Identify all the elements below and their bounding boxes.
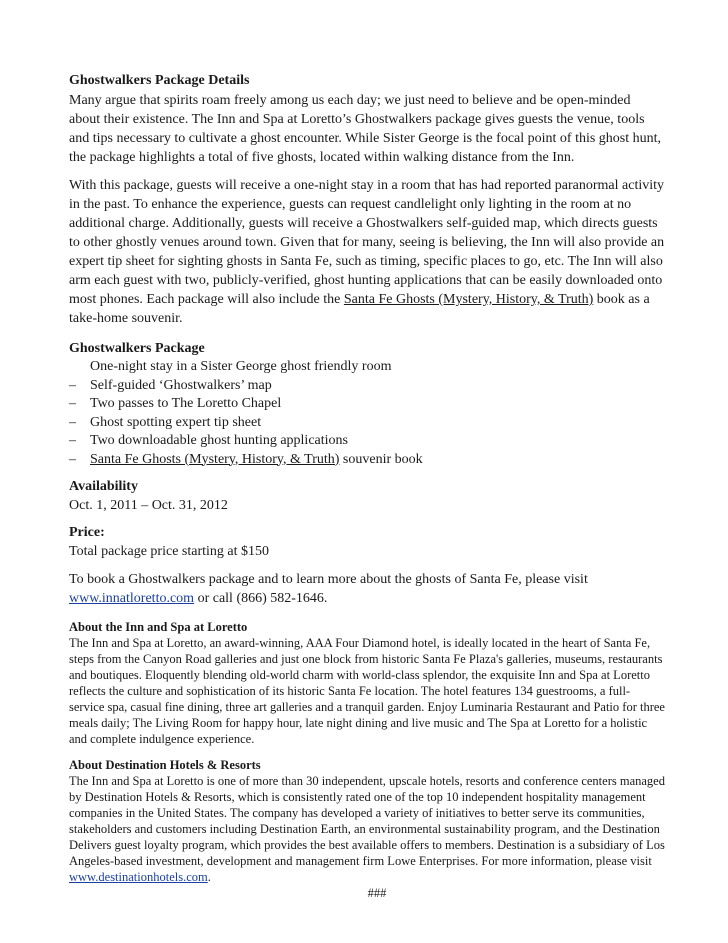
package-item <box>69 377 665 396</box>
availability-heading: Availability <box>69 479 138 494</box>
details-paragraph-1: Many argue that spirits roam freely among us each day; we just need to believe and be open-minded about their existence. The Inn and Spa at Loretto’s Ghostwalkers package gives guests the venue, tools and tips necessary to cultivate a ghost encounter. While Sister George is the focal point of this ghost hunt, the package highlights a total of five ghosts, located within walking distance from the Inn. <box>69 93 662 165</box>
end-mark: ### <box>367 886 387 900</box>
santa-fe-ghosts-book-link[interactable]: Santa Fe Ghosts (Mystery, History, & Truth) <box>343 292 594 307</box>
package-heading: Ghostwalkers Package <box>69 341 205 356</box>
package-item-text: One-night stay in a Sister George ghost friendly room <box>90 359 392 374</box>
list-dash: – <box>69 377 76 393</box>
package-item <box>69 414 665 433</box>
booking-paragraph <box>69 570 665 608</box>
about-inn-text: The Inn and Spa at Loretto, an award-winning, AAA Four Diamond hotel, is ideally located in the heart of Santa Fe, steps from the Canyon Road galleries and just one block from historic Santa Fe Plaza's galleries, museums, restaurants and boutiques. Eloquently blending old-world charm with world-class splendor, the exquisite Inn and Spa at Loretto reflects the culture and sophistication of its historic Santa Fe location. The hotel features 134 guestrooms, a full-service spa, casual fine dining, three art galleries and a tranquil garden. Enjoy Luminaria Restaurant and Patio for three meals daily; The Living Room for happy hour, late night dining and live music and The Spa at Loretto for a holistic and complete indulgence experience. <box>69 636 665 746</box>
souvenir-book-link[interactable]: Santa Fe Ghosts (Mystery, History, & Truth) <box>90 451 340 467</box>
list-dash: – <box>69 396 76 411</box>
package-item <box>69 395 665 414</box>
package-item <box>69 432 665 451</box>
about-destination-text <box>69 773 665 885</box>
package-item-text: Two downloadable ghost hunting applications <box>90 433 348 448</box>
price-heading: Price: <box>69 525 105 540</box>
details-paragraph-2 <box>69 176 665 328</box>
about-inn-heading: About the Inn and Spa at Loretto <box>69 620 248 634</box>
package-item-text: Self-guided ‘Ghostwalkers’ map <box>90 377 272 393</box>
details-heading: Ghostwalkers Package Details <box>69 73 250 88</box>
package-list <box>69 358 665 469</box>
details-paragraph-2-text: With this package, guests will receive a one-night stay in a room that has had reported paranormal activity in the past. To enhance the experience, guests can request candlelight only lighting in the room at no additional charge. Additionally, guests will receive a Ghostwalkers self-guided map, which directs guests to other ghostly venues around town. Given that for many, seeing is believing, the Inn will also provide an expert tip sheet for sighting ghosts in Santa Fe, such as timing, specific places to go, etc. The Inn will also arm each guest with two, publicly-verified, ghost hunting applications that can be easily downloaded onto most phones. Each package will also include the <box>69 178 665 307</box>
price-text: Total package price starting at $150 <box>69 544 269 559</box>
list-dash: – <box>69 451 76 467</box>
package-item <box>69 358 665 377</box>
package-item-text: Ghost spotting expert tip sheet <box>90 414 262 430</box>
list-dash: – <box>69 414 76 430</box>
destinationhotels-link[interactable]: www.destinationhotels.com <box>69 870 208 884</box>
package-item <box>69 451 665 470</box>
innatloretto-link[interactable]: www.innatloretto.com <box>69 591 195 606</box>
details-paragraph-2-end: book as a take-home souvenir. <box>69 292 650 326</box>
about-destination-period: . <box>207 870 211 884</box>
booking-text: To book a Ghostwalkers package and to learn more about the ghosts of Santa Fe, please visit <box>69 572 588 587</box>
document-page <box>69 72 665 901</box>
list-dash: – <box>69 433 76 448</box>
about-destination-heading: About Destination Hotels & Resorts <box>69 758 261 772</box>
package-item-text: souvenir book <box>339 451 423 467</box>
package-item-text: Two passes to The Loretto Chapel <box>90 396 282 411</box>
availability-dates: Oct. 1, 2011 – Oct. 31, 2012 <box>69 498 228 513</box>
about-destination-body: The Inn and Spa at Loretto is one of more than 30 independent, upscale hotels, resorts and conference centers managed by Destination Hotels & Resorts, which is consistently rated one of the top 10 independent hospitality management companies in the United States. The company has developed a variety of initiatives to better serve its communities, stakeholders and customers including Destination Earth, an environmental sustainability program, and the Destination Delivers guest loyalty program, which provides the best available offers to members. Destination is a subsidiary of Los Angeles-based investment, development and management firm Lowe Enterprises. For more information, please visit <box>69 774 665 868</box>
booking-phone: or call (866) 582-1646. <box>194 591 328 606</box>
